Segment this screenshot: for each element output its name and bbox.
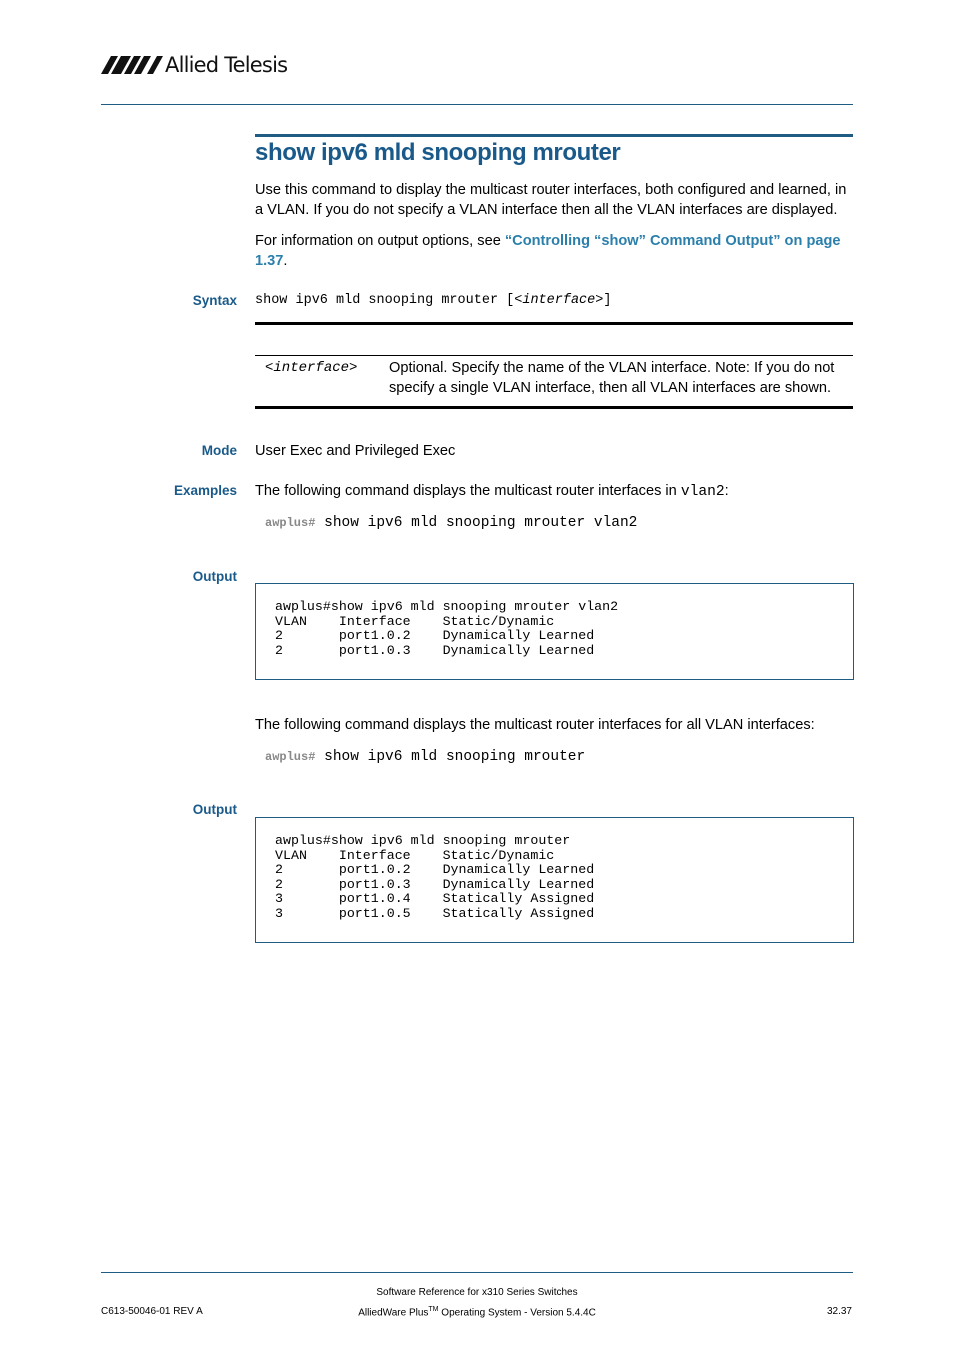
output1-text: awplus#show ipv6 mld snooping mrouter vlan2 VLAN Interface Static/Dynamic 2 port1.0.2 Dynamically Learned 2 port1.0.3 Dynamically Learned (275, 599, 619, 658)
footer-os-prefix: AlliedWare Plus (358, 1307, 429, 1319)
example1-cmd: show ipv6 mld snooping mrouter vlan2 (324, 515, 638, 531)
examples-label: Examples (173, 483, 237, 498)
logo-text: Allied Telesis (165, 53, 288, 77)
param-name-text: interface (273, 360, 350, 376)
syntax-close: >] (595, 293, 612, 308)
example1-command (265, 515, 637, 531)
footer-doc-id: C613-50046-01 REV A (101, 1306, 203, 1317)
example1-code: vlan2 (680, 484, 725, 500)
mode-text: User Exec and Privileged Exec (255, 443, 456, 459)
param-name (265, 360, 357, 376)
param-close: > (349, 360, 358, 376)
footer-rule (101, 1272, 853, 1273)
output2-label: Output (192, 802, 237, 817)
intro-paragraph: Use this command to display the multicast router interfaces, both configured and learned, in a VLAN. If you do not specify a VLAN interface then all the VLAN interfaces are displayed. (255, 182, 847, 218)
footer-page-number: 32.37 (826, 1306, 852, 1317)
syntax-command (255, 293, 611, 308)
param-open: < (265, 360, 274, 376)
example1-prefix: The following command displays the multicast router interfaces in (255, 483, 681, 499)
output2-text: awplus#show ipv6 mld snooping mrouter VLAN Interface Static/Dynamic 2 port1.0.2 Dynamically Learned 2 port1.0.3 Dynamically Learned 3 port1.0.4 Statically Assigned 3 port1.0.5 Statically Assigned (275, 833, 595, 921)
example2-cmd: show ipv6 mld snooping mrouter (324, 749, 586, 765)
footer-title: Software Reference for x310 Series Switches (376, 1287, 578, 1298)
title-rule (255, 134, 853, 137)
syntax-cmd: show ipv6 mld snooping mrouter [< (255, 293, 523, 308)
table-top-rule (255, 322, 853, 325)
example2-text: The following command displays the multicast router interfaces for all VLAN interfaces: (255, 717, 815, 733)
info-prefix: For information on output options, see (255, 233, 505, 249)
page-title: show ipv6 mld snooping mrouter (255, 139, 621, 166)
example2-command (265, 749, 585, 765)
prompt: awplus# (265, 516, 316, 530)
company-logo (101, 52, 287, 78)
prompt: awplus# (265, 750, 316, 764)
syntax-label: Syntax (192, 293, 237, 308)
output1-label: Output (192, 569, 237, 584)
footer-tm: TM (428, 1306, 439, 1313)
header-rule (101, 104, 853, 105)
example1-suffix: : (724, 483, 729, 499)
syntax-param: interface (522, 293, 596, 308)
table-header-rule (255, 355, 853, 356)
table-bottom-rule (255, 406, 853, 409)
output1-box (255, 583, 854, 680)
info-paragraph (255, 231, 855, 271)
footer-os-suffix: Operating System - Version 5.4.4C (438, 1307, 596, 1319)
output-options-link[interactable]: “Controlling “show” Command Output” on page 1.37 (255, 233, 841, 269)
mode-label: Mode (201, 443, 237, 458)
output2-box (255, 817, 854, 943)
allied-telesis-logo-icon (101, 54, 163, 76)
param-description: Optional. Specify the name of the VLAN interface. Note: If you do not specify a single VLAN interface, then all VLAN interfaces are shown. (389, 360, 835, 396)
info-suffix: . (283, 253, 288, 269)
example1-text (255, 481, 855, 502)
